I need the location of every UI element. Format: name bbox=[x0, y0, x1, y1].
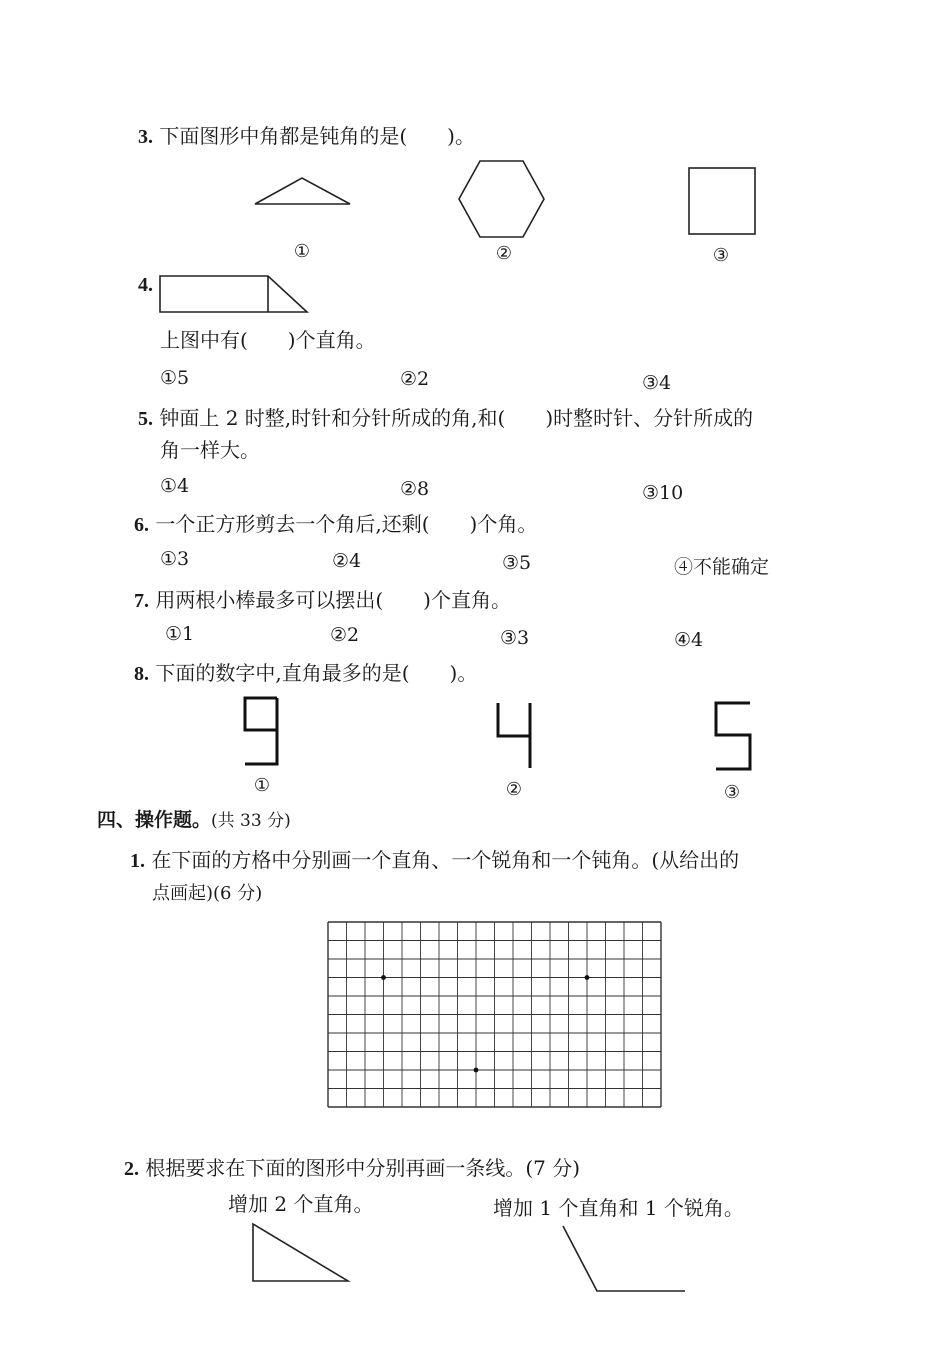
q5-option-2[interactable]: ②8 bbox=[400, 478, 430, 500]
q5-option-3[interactable]: ③10 bbox=[642, 482, 684, 504]
q7-option-2[interactable]: ②2 bbox=[330, 624, 360, 646]
op2-number: 2. bbox=[124, 1158, 139, 1180]
q8-label-1: ① bbox=[253, 775, 271, 796]
op2-text: 根据要求在下面的图形中分别再画一条线。(7 分) bbox=[145, 1156, 581, 1180]
q5-text-line2: 角一样大。 bbox=[160, 438, 260, 462]
q6-option-4[interactable]: ④不能确定 bbox=[674, 556, 770, 578]
q7-option-4[interactable]: ④4 bbox=[674, 629, 704, 651]
q7-option-3[interactable]: ③3 bbox=[500, 627, 530, 649]
q3-label-2: ② bbox=[495, 243, 513, 264]
op2-left-instruction: 增加 2 个直角。 bbox=[228, 1192, 374, 1216]
q8-label-3: ③ bbox=[723, 782, 741, 803]
q5-option-1[interactable]: ①4 bbox=[160, 475, 190, 497]
op1-text-line2: 点画起)(6 分) bbox=[152, 883, 263, 904]
q8-text: 下面的数字中,直角最多的是( )。 bbox=[155, 661, 478, 685]
q8-label-2: ② bbox=[505, 779, 523, 800]
op2-right-instruction: 增加 1 个直角和 1 个锐角。 bbox=[493, 1196, 744, 1220]
q4-option-2[interactable]: ②2 bbox=[400, 368, 430, 390]
section4-title: 四、操作题。 bbox=[97, 809, 212, 831]
q4-option-1[interactable]: ①5 bbox=[160, 367, 190, 389]
q4-number: 4. bbox=[138, 274, 153, 296]
q7-option-1[interactable]: ①1 bbox=[165, 623, 195, 645]
q7-text: 用两根小棒最多可以摆出( )个直角。 bbox=[155, 588, 511, 612]
op1-text-line1: 在下面的方格中分别画一个直角、一个锐角和一个钝角。(从给出的 bbox=[151, 848, 740, 872]
q3-number: 3. bbox=[138, 126, 153, 148]
q3-text: 下面图形中角都是钝角的是( )。 bbox=[159, 124, 475, 148]
q4-text: 上图中有( )个直角。 bbox=[160, 328, 376, 352]
op1-number: 1. bbox=[130, 850, 145, 872]
q5-text-line1: 钟面上 2 时整,时针和分针所成的角,和( )时整时针、分针所成的 bbox=[159, 406, 754, 430]
q3-label-1: ① bbox=[293, 241, 311, 262]
q8-number: 8. bbox=[134, 663, 149, 685]
q6-number: 6. bbox=[134, 514, 149, 536]
q6-text: 一个正方形剪去一个角后,还剩( )个角。 bbox=[155, 512, 538, 536]
q6-option-2[interactable]: ②4 bbox=[332, 550, 362, 572]
q3-label-3: ③ bbox=[712, 245, 730, 266]
q4-option-3[interactable]: ③4 bbox=[642, 372, 672, 394]
q6-option-3[interactable]: ③5 bbox=[502, 552, 532, 574]
section4-score: (共 33 分) bbox=[211, 811, 291, 831]
q5-number: 5. bbox=[138, 408, 153, 430]
q6-option-1[interactable]: ①3 bbox=[160, 548, 190, 570]
q7-number: 7. bbox=[134, 590, 149, 612]
